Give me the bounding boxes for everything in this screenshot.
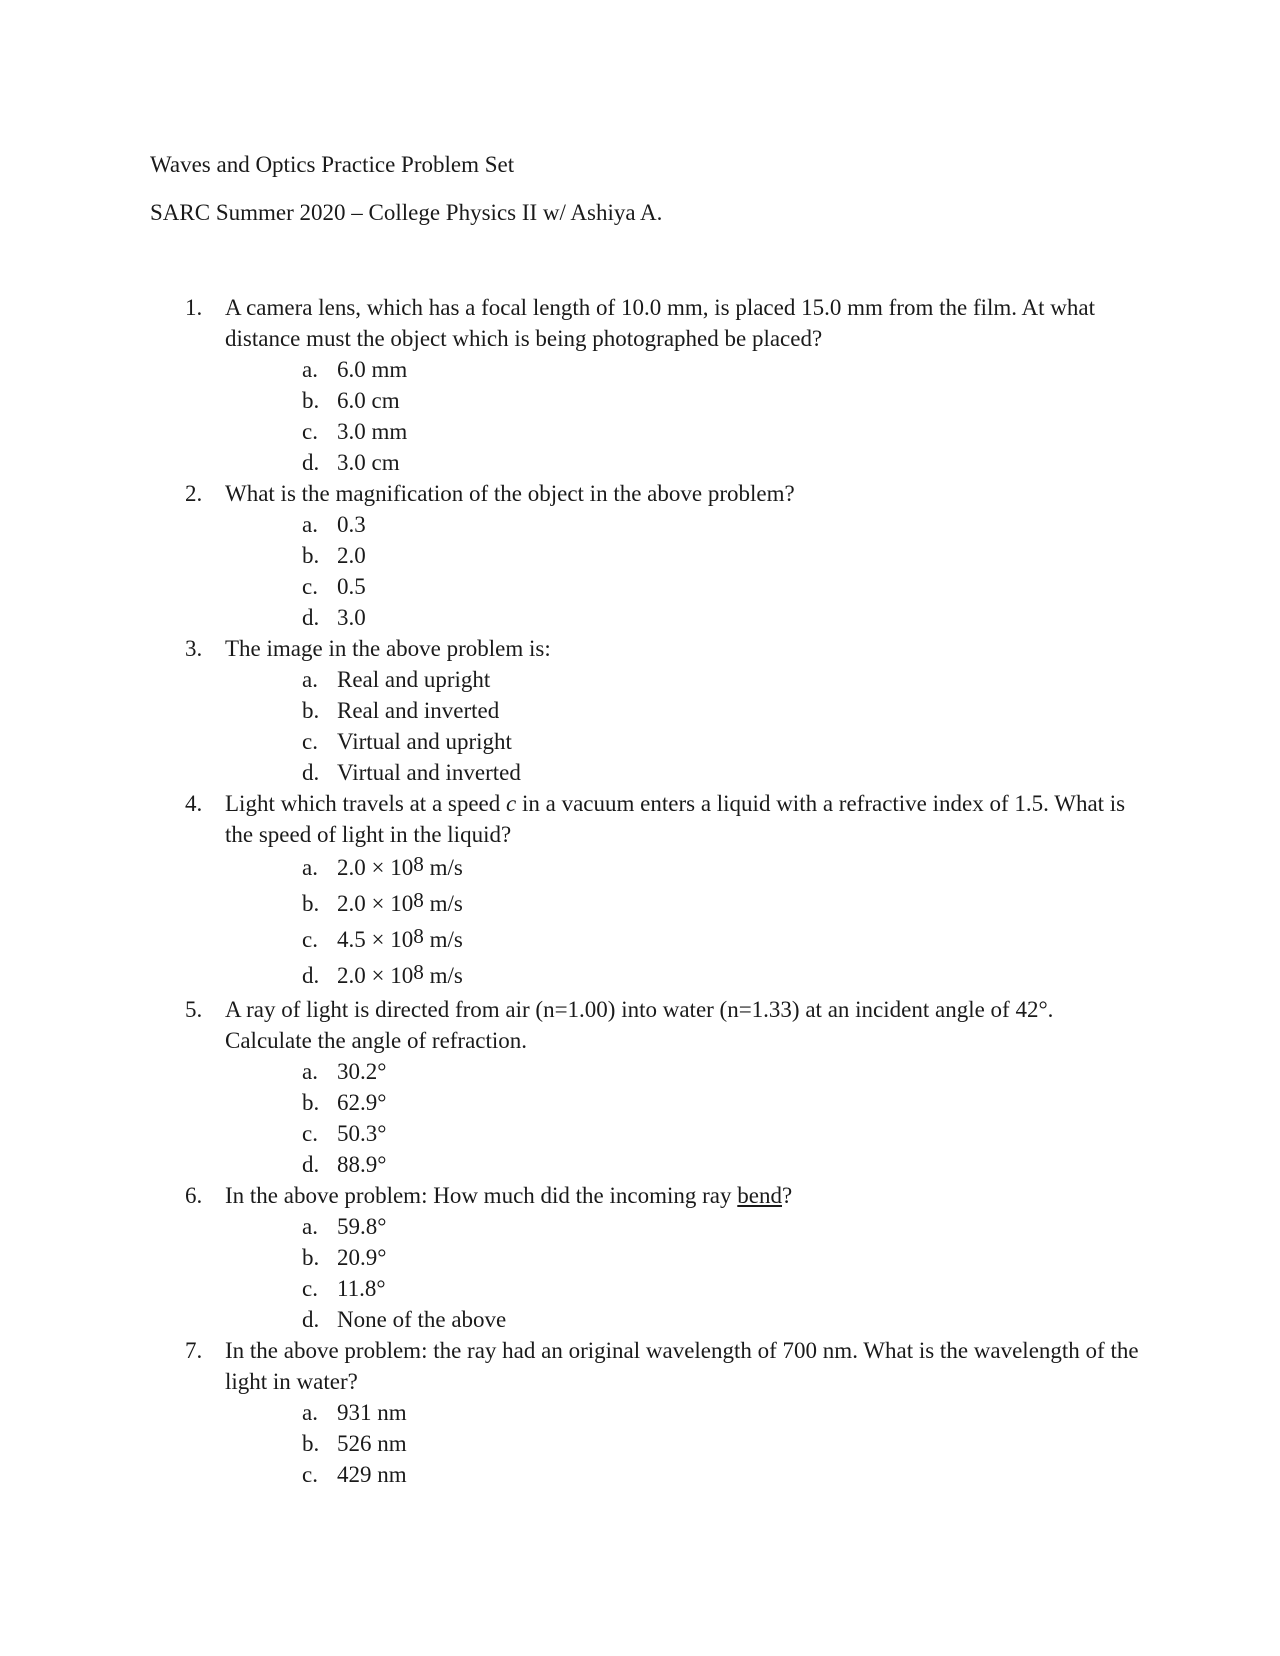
problem-6 <box>185 1180 1145 1335</box>
option-exponent: 8 <box>413 924 424 948</box>
option-item <box>225 1273 1145 1304</box>
problem-number: 7. <box>185 1338 203 1363</box>
option-unit: m/s <box>423 855 463 880</box>
option-item <box>225 958 1145 994</box>
option-letter: a. <box>302 357 318 382</box>
underlined-word: bend <box>737 1183 782 1208</box>
option-text: 6.0 cm <box>337 388 400 413</box>
problem-number: 2. <box>185 481 203 506</box>
option-text: 11.8° <box>337 1276 386 1301</box>
problem-1 <box>185 292 1145 478</box>
option-letter: b. <box>302 543 320 568</box>
speed-variable: c <box>506 791 517 816</box>
option-list <box>225 1397 1145 1490</box>
problem-5 <box>185 994 1145 1180</box>
option-item <box>225 447 1145 478</box>
option-text: Real and inverted <box>337 698 500 723</box>
problem-number: 4. <box>185 791 203 816</box>
option-mantissa: 2.0 × 10 <box>337 891 414 916</box>
option-letter: b. <box>302 698 320 723</box>
option-text: 59.8° <box>337 1214 387 1239</box>
option-item <box>225 886 1145 922</box>
option-item <box>225 664 1145 695</box>
option-item <box>225 1149 1145 1180</box>
option-text: 0.3 <box>337 512 366 537</box>
option-item <box>225 540 1145 571</box>
problem-text: A ray of light is directed from air (n=1.00) into water (n=1.33) at an incident angle of 42°. Calculate the angle of refraction. <box>225 997 1054 1053</box>
option-letter: c. <box>302 927 318 952</box>
option-unit: m/s <box>423 927 463 952</box>
problem-text: Light which travels at a speed c in a vacuum enters a liquid with a refractive index of 1.5. What is the speed of light in the liquid? <box>225 791 1126 847</box>
document-title: Waves and Optics Practice Problem Set <box>150 152 515 177</box>
option-letter: b. <box>302 388 320 413</box>
option-unit: m/s <box>423 891 463 916</box>
option-item <box>225 602 1145 633</box>
option-letter: d. <box>302 605 320 630</box>
option-exponent: 8 <box>413 852 424 876</box>
option-list <box>225 1211 1145 1335</box>
option-letter: a. <box>302 667 318 692</box>
option-text: 3.0 <box>337 605 366 630</box>
option-text: Virtual and inverted <box>337 760 521 785</box>
option-letter: b. <box>302 1245 320 1270</box>
option-item <box>225 571 1145 602</box>
option-letter: c. <box>302 729 318 754</box>
option-text: 20.9° <box>337 1245 387 1270</box>
option-letter: d. <box>302 450 320 475</box>
option-text: None of the above <box>337 1307 507 1332</box>
option-text: Virtual and upright <box>337 729 512 754</box>
option-text: 526 nm <box>337 1431 407 1456</box>
option-letter: d. <box>302 963 320 988</box>
option-item <box>225 757 1145 788</box>
option-letter: a. <box>302 512 318 537</box>
problem-7 <box>185 1335 1145 1490</box>
option-item <box>225 509 1145 540</box>
option-text: 30.2° <box>337 1059 387 1084</box>
option-item <box>225 922 1145 958</box>
option-letter: a. <box>302 855 318 880</box>
option-item <box>225 385 1145 416</box>
option-letter: a. <box>302 1400 318 1425</box>
option-item <box>225 1242 1145 1273</box>
option-exponent: 8 <box>413 888 424 912</box>
option-item <box>225 850 1145 886</box>
problem-2 <box>185 478 1145 633</box>
option-letter: d. <box>302 760 320 785</box>
option-item <box>225 695 1145 726</box>
option-item <box>225 1397 1145 1428</box>
problem-3 <box>185 633 1145 788</box>
option-list <box>225 509 1145 633</box>
option-text: 6.0 mm <box>337 357 408 382</box>
option-list <box>225 1056 1145 1180</box>
option-item <box>225 1118 1145 1149</box>
option-letter: b. <box>302 1090 320 1115</box>
problem-text: A camera lens, which has a focal length of 10.0 mm, is placed 15.0 mm from the film. At what distance must the object which is being photographed be placed? <box>225 295 1095 351</box>
option-mantissa: 4.5 × 10 <box>337 927 414 952</box>
option-letter: c. <box>302 1276 318 1301</box>
problem-number: 3. <box>185 636 203 661</box>
problem-number: 5. <box>185 997 203 1022</box>
problem-text: What is the magnification of the object in the above problem? <box>225 481 795 506</box>
option-text: 50.3° <box>337 1121 387 1146</box>
option-letter: d. <box>302 1152 320 1177</box>
option-item <box>225 354 1145 385</box>
option-item <box>225 1428 1145 1459</box>
option-item <box>225 1304 1145 1335</box>
option-item <box>225 726 1145 757</box>
option-letter: c. <box>302 1462 318 1487</box>
problem-4 <box>185 788 1145 994</box>
option-text: 931 nm <box>337 1400 407 1425</box>
option-text: 2.0 <box>337 543 366 568</box>
option-item <box>225 1459 1145 1490</box>
problem-text: The image in the above problem is: <box>225 636 551 661</box>
problem-list <box>185 292 1145 1490</box>
option-text: 88.9° <box>337 1152 387 1177</box>
option-mantissa: 2.0 × 10 <box>337 963 414 988</box>
option-letter: a. <box>302 1059 318 1084</box>
option-list <box>225 664 1145 788</box>
option-mantissa: 2.0 × 10 <box>337 855 414 880</box>
option-item <box>225 416 1145 447</box>
option-letter: c. <box>302 574 318 599</box>
option-text: 3.0 mm <box>337 419 408 444</box>
option-letter: b. <box>302 1431 320 1456</box>
problem-text: In the above problem: How much did the incoming ray bend? <box>225 1183 793 1208</box>
option-letter: d. <box>302 1307 320 1332</box>
option-unit: m/s <box>423 963 463 988</box>
problem-number: 1. <box>185 295 203 320</box>
option-item <box>225 1211 1145 1242</box>
option-text: 62.9° <box>337 1090 387 1115</box>
option-letter: c. <box>302 419 318 444</box>
option-text: 429 nm <box>337 1462 407 1487</box>
option-item <box>225 1087 1145 1118</box>
option-text: Real and upright <box>337 667 491 692</box>
option-list <box>225 850 1145 994</box>
option-letter: b. <box>302 891 320 916</box>
option-text: 3.0 cm <box>337 450 400 475</box>
option-text: 0.5 <box>337 574 366 599</box>
option-item <box>225 1056 1145 1087</box>
problem-number: 6. <box>185 1183 203 1208</box>
document-subtitle: SARC Summer 2020 – College Physics II w/ Ashiya A. <box>150 200 663 225</box>
option-exponent: 8 <box>413 960 424 984</box>
option-letter: a. <box>302 1214 318 1239</box>
problem-text: In the above problem: the ray had an original wavelength of 700 nm. What is the wavelength of the light in water? <box>225 1338 1139 1394</box>
option-list <box>225 354 1145 478</box>
option-letter: c. <box>302 1121 318 1146</box>
